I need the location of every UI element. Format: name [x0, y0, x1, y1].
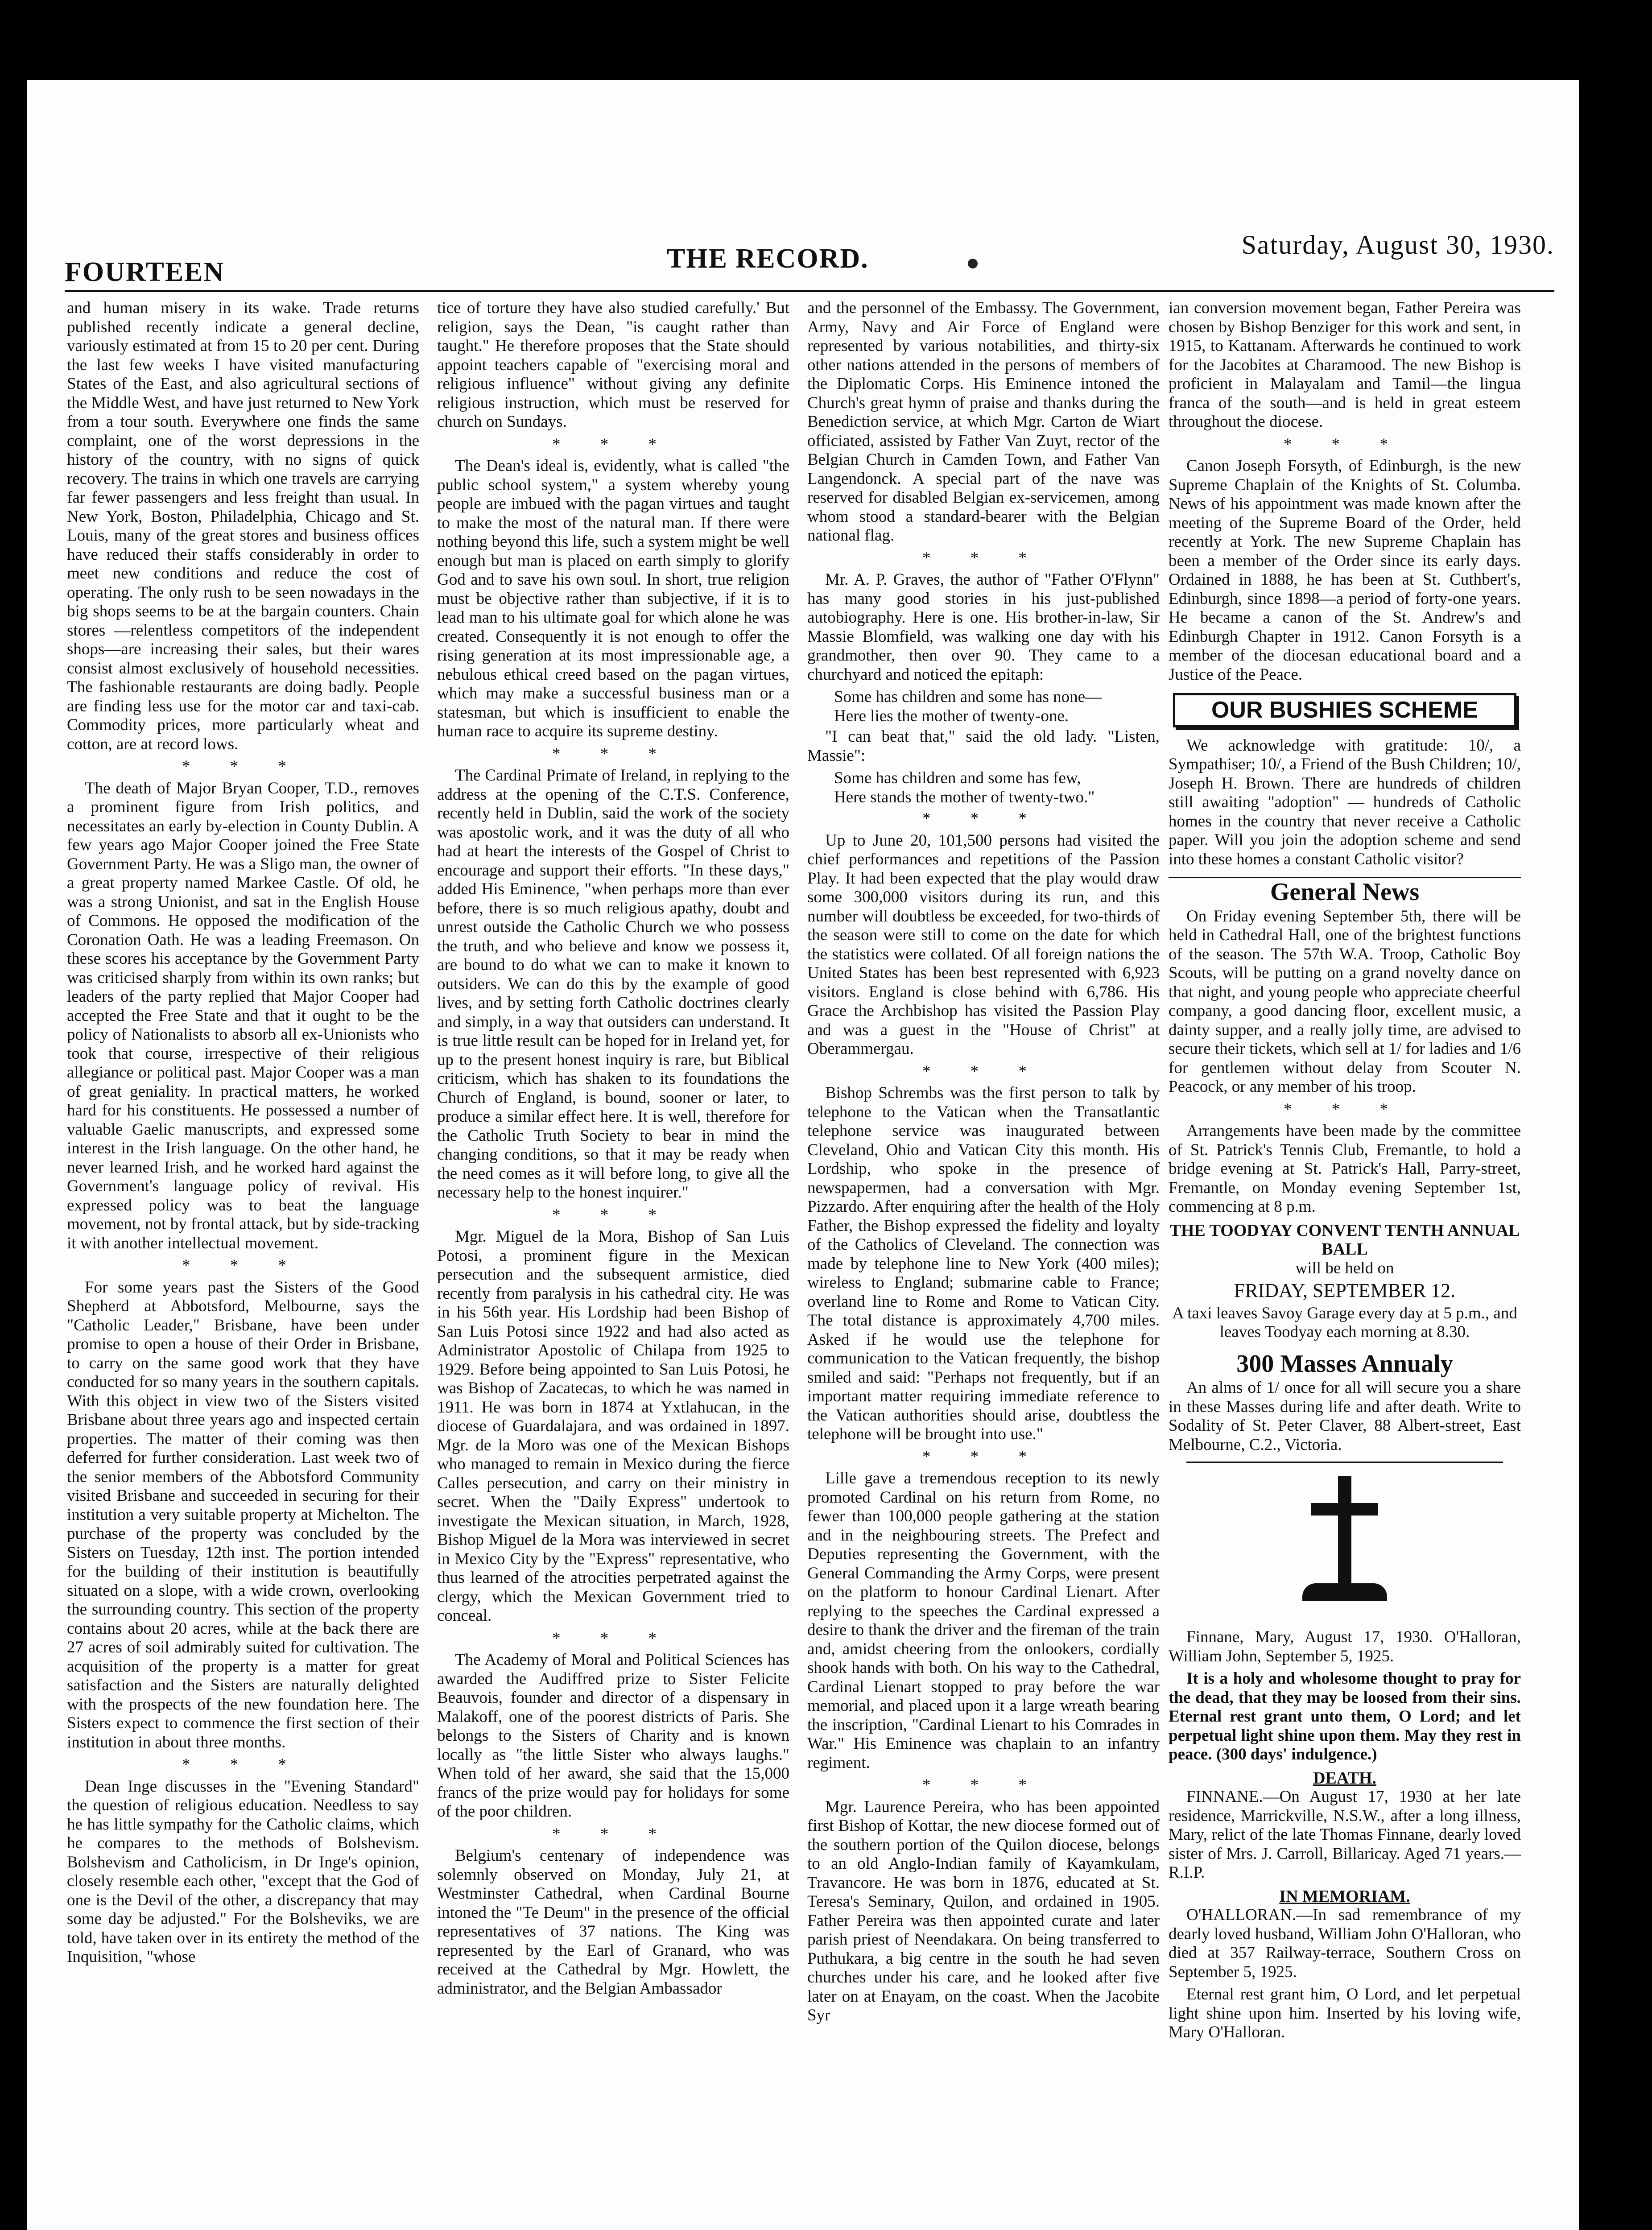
newspaper-page	[27, 80, 1579, 2230]
article-trade-depression: and human misery in its wake. Trade returns published recently indicate a general decline, variously estimated at from 15 to 20 per cent. During the last few weeks I have visited manufacturing States of the East, and also agricultural sections of the Middle West, and have just returned to New York from a tour south. Everywhere one finds the same complaint, one of the worst depressions in the history of the country, with no signs of quick recovery. The trains in which one travels are carrying far fewer passengers and less freight than usual. In New York, Boston, Philadelphia, Chicago and St. Louis, many of the great stores and business offices have reduced their staffs considerably in order to meet new conditions and reduce the cost of operating. The only rush to be seen nowadays in the big shops seems to be at the bargain counters. Chain stores —relentless competitors of the independent shops—are increasing their sales, but their wares consist almost exclusively of household necessities. The fashionable restaurants are doing badly. People are finding less use for the motor car and taxi-cab. Commodity prices, more particularly wheat and cotton, are at record lows.	[67, 299, 419, 753]
section-separator: * * *	[1284, 435, 1406, 454]
page-header	[65, 230, 1554, 287]
article-passion-play: Up to June 20, 101,500 persons had visited the chief performances and repetitions of the Passion Play. It had been expected that the play would draw some 300,000 visitors during its run, and this number will doubtless be exceeded, for two-thirds of the season were still to come on the date for which the statistics were collated. Of all foreign nations the United States has been best represented with 6,923 visitors. England is close behind with 6,786. His Grace the Archbishop has visited the Passion Play and was a guest in the "House of Christ" at Oberammergau.	[807, 831, 1160, 1058]
toodyay-ball-date: FRIDAY, SEPTEMBER 12.	[1234, 1280, 1456, 1301]
article-graves: Mr. A. P. Graves, the author of "Father O'Flynn" has many good stories in his just-published autobiography. Here is one. His brother-in-law, Sir Massie Blomfield, was walking one day with his grandmother, then over 90. They came to a churchyard and noticed the epitaph:	[807, 570, 1160, 684]
masses-text: An alms of 1/ once for all will secure you a share in these Masses during life and after death. Write to Sodality of St. Peter Claver, 88 Albert-street, East Melbourne, C.2., Victoria.	[1169, 1379, 1521, 1454]
death-notice: FINNANE.—On August 17, 1930 at her late residence, Marrickville, N.S.W., after a long illness, Mary, relict of the late Thomas Finnane, dearly loved sister of Mrs. J. Carroll, Billaricay. Aged 71 years.—R.I.P.	[1169, 1788, 1521, 1882]
in-memoriam-verse: Eternal rest grant him, O Lord, and let perpetual light shine upon him. Inserted by his loving wife, Mary O'Halloran.	[1169, 1985, 1521, 2041]
newspaper-title: THE RECORD.	[667, 244, 869, 274]
column-2	[437, 299, 789, 2230]
section-separator: * * *	[922, 809, 1045, 828]
toodyay-ball-heading: THE TOODYAY CONVENT TENTH ANNUAL BALL	[1169, 1221, 1520, 1259]
section-separator: * * *	[182, 1755, 304, 1774]
cross-icon	[1293, 1476, 1396, 1610]
news-tennis-bridge: Arrangements have been made by the committee of St. Patrick's Tennis Club, Fremantle, to hold a bridge evening at St. Patrick's Hall, Parry-street, Fremantle, on Monday evening September 1st, commencing at 8 p.m.	[1169, 1122, 1521, 1216]
toodyay-ball-line: will be held on	[1295, 1259, 1394, 1277]
article-lille-cardinal: Lille gave a tremendous reception to its newly promoted Cardinal on his return from Rome, no fewer than 100,000 people gathering at the station and in the neighbouring streets. The Prefect and Deputies representing the Government, with the General Commanding the Army Corps, were present on the platform to honour Cardinal Lienart. After replying to the speeches the Cardinal expressed a desire to thank the driver and the fireman of the train and, amidst cheering from the onlookers, cordially shook hands with both. On his way to the Cathedral, Cardinal Lienart stopped to pray before the war memorial, and placed upon it a large wreath bearing the inscription, "Cardinal Lienart to his Comrades in War." His Eminence was chaplain to an infantry regiment.	[807, 1469, 1160, 1772]
section-separator: * * *	[552, 435, 674, 454]
article-bryan-cooper: The death of Major Bryan Cooper, T.D., removes a prominent figure from Irish politics, and necessitates an early by-election in County Dublin. A few years ago Major Cooper joined the Free State Government Party. He was a Sligo man, the owner of a great property named Markee Castle. Of old, he was a strong Unionist, and sat in the English House of Commons. He opposed the modification of the Coronation Oath. He was a leading Freemason. On these scores his acceptance by the Government Party was criticised sharply from within its own ranks; but leaders of the party replied that Major Cooper had accepted the Free State and that it ought to be the policy of Nationalists to absorb all ex-Unionists who took that course, irrespective of their religious allegiance or political past. Major Cooper was a man of great geniality. In practical matters, he worked hard for his constituents. He possessed a number of valuable Gaelic manuscripts, and expressed some interest in the Irish language. On the other hand, he never learned Irish, and he worked hard against the Government's language policy of revival. His expressed policy was to beat the language movement, not by frontal attack, but by side-tracking it with another intellectual movement.	[67, 779, 419, 1252]
section-separator: * * *	[922, 1776, 1045, 1794]
article-belgium-cont: and the personnel of the Embassy. The Government, Army, Navy and Air Force of England were represented by various notabilities, and thirty-six other nations attended in the persons of members of the Diplomatic Corps. His Eminence intoned the Church's great hymn of praise and thanks during the Benediction service, at which Mgr. Carton de Wiart officiated, assisted by Father Van Zuyt, rector of the Belgian Church in Camden Town, and Father Van Langendonck. A special part of the nave was reserved for disabled Belgian ex-servicemen, among whom stood a standard-bearer with the Belgian national flag.	[807, 299, 1160, 545]
section-separator: * * *	[552, 1629, 674, 1648]
in-memoriam-heading: IN MEMORIAM.	[1279, 1887, 1410, 1906]
masses-heading: 300 Masses Annualy	[1236, 1350, 1453, 1378]
news-scout-dance: On Friday evening September 5th, there will be held in Cathedral Hall, one of the brightest functions of the season. The 57th W.A. Troop, Catholic Boy Scouts, will be putting on a grand novelty dance on that night, and young people who appreciate cheerful company, a good dancing floor, excellent music, a dainty supper, and a really jolly time, are advised to secure their tickets, which sell at 1/ for ladies and 1/6 for gentlemen without delay from Scouter N. Peacock, or any member of his troop.	[1169, 907, 1521, 1096]
section-separator: * * *	[922, 549, 1045, 567]
section-separator: * * *	[182, 757, 304, 776]
article-dean-inge: Dean Inge discusses in the "Evening Standard" the question of religious education. Needless to say he has little sympathy for the Catholic claims, which he compares to the methods of Bolshevism. Bolshevism and Catholicism, in Dr Inge's opinion, closely resemble each other, "except that the God of one is the Devil of the other, a discrepancy that may some day be adjusted." For the Bolsheviks, we are told, have taken over in its entirety the method of the Inquisition, "whose	[67, 1777, 419, 1966]
article-canon-forsyth: Canon Joseph Forsyth, of Edinburgh, is the new Supreme Chaplain of the Knights of St. Columba. News of his appointment was made known after the meeting of the Supreme Board of the Order, held recently at York. The new Supreme Chaplain has been a member of the Order since its early days. Ordained in 1888, he has been at St. Cuthbert's, Edinburgh, since 1898—a period of forty-one years. He became a canon of the St. Andrew's and Edinburgh Chapter in 1912. Canon Forsyth is a member of the diocesan educational board and a Justice of the Peace.	[1169, 457, 1521, 684]
header-rule	[65, 290, 1554, 292]
column-3	[807, 299, 1160, 2230]
toodyay-ball-taxi: A taxi leaves Savoy Garage every day at 5 p.m., and leaves Toodyay each morning at 8.30.	[1172, 1304, 1517, 1341]
general-news-heading: General News	[1169, 877, 1521, 902]
section-separator: * * *	[1284, 1100, 1406, 1119]
article-dean-inge-cont: tice of torture they have also studied carefully.' But religion, says the Dean, "is caught rather than taught." He therefore proposes that the State should appoint teachers capable of "exercising moral and religious influence" without giving any definite religious instruction, which must be reserved for church on Sundays.	[437, 299, 789, 431]
article-bishop-schrembs: Bishop Schrembs was the first person to talk by telephone to the Vatican when the Transatlantic telephone service was inaugurated between Cleveland, Ohio and Vatican City this month. His Lordship, who spoke in the presence of newspapermen, had a conversation with Mgr. Pizzardo. After enquiring after the health of the Holy Father, the Bishop expressed the fidelity and loyalty of the Catholics of Cleveland. The connection was made by telephone line to New York (400 miles); wireless to England; submarine cable to France; overland line to Rome and Rome to Vatican City. The total distance is approximately 4,700 miles. Asked if he would use the telephone for communication to the Vatican frequently, the bishop smiled and said: "Perhaps not frequently, but if an important matter requiring immediate reference to the Vatican authorities should arise, doubtless the telephone will be brought into use."	[807, 1084, 1160, 1443]
memorial-names: Finnane, Mary, August 17, 1930. O'Halloran, William John, September 5, 1925.	[1169, 1628, 1521, 1665]
article-belgium-centenary: Belgium's centenary of independence was solemnly observed on Monday, July 21, at Westminster Cathedral, when Cardinal Bourne intoned the "Te Deum" in the presence of the official representatives of 37 nations. The King was represented by the Earl of Granard, who was received at the Cathedral by Mgr. Howlett, the administrator, and the Belgian Ambassador	[437, 1846, 789, 1998]
death-heading: DEATH.	[1313, 1768, 1376, 1788]
divider	[1186, 1462, 1503, 1463]
epitaph-verse-2: Some has children and some has few, Here stands the mother of twenty-two."	[834, 769, 1095, 806]
section-separator: * * *	[552, 744, 674, 763]
article-laurence-pereira: Mgr. Laurence Pereira, who has been appointed first Bishop of Kottar, the new diocese formed out of the southern portion of the Quilon diocese, belongs to an old Anglo-Indian family of Kayamkulam, Travancore. He was born in 1876, educated at St. Teresa's Seminary, Quilon, and ordained in 1905. Father Pereira was then appointed curate and later parish priest of Neendakara. On being transferred to Puthukara, a big centre in the south he had seven churches under his care, and he looked after five later on at Enayam, on the coast. When the Jacobite Syr	[807, 1797, 1160, 2024]
bushies-scheme-heading: OUR BUSHIES SCHEME	[1173, 693, 1516, 727]
prayer-text: It is a holy and wholesome thought to pray for the dead, that they may be loosed from their sins. Eternal rest grant unto them, O Lord; and let perpetual light shine upon them. May they rest in peace. (300 days' indulgence.)	[1169, 1669, 1521, 1763]
page-number-label: FOURTEEN	[65, 257, 225, 287]
in-memoriam-notice: O'HALLORAN.—In sad remembrance of my dearly loved husband, William John O'Halloran, who died at 357 Railway-terrace, Southern Cross on September 5, 1925.	[1169, 1906, 1521, 1981]
article-graves-quote: "I can beat that," said the old lady. "Listen, Massie":	[807, 727, 1160, 765]
article-pereira-cont: ian conversion movement began, Father Pereira was chosen by Bishop Benziger for this work and sent, in 1915, to Kattanam. Afterwards he continued to work for the Jacobites at Charamood. The new Bishop is proficient in Malayalam and Tamil—the lingua franca of the south—and is held in great esteem throughout the diocese.	[1169, 299, 1521, 431]
article-good-shepherd: For some years past the Sisters of the Good Shepherd at Abbotsford, Melbourne, says the "Catholic Leader," Brisbane, have been under promise to open a house of their Order in Brisbane, to carry on the same good work that they have conducted for so many years in the southern capitals. With this object in view two of the Sisters visited Brisbane about three years ago and inspected certain properties. The matter of their coming was then deferred for further consideration. Last week two of the senior members of the Abbotsford Community visited Brisbane and succeeded in securing for their institution a very suitable property at Michelton. The purchase of the property was concluded by the Sisters on Tuesday, 12th inst. The portion intended for the building of their institution is beautifully situated on a slope, with a wide crown, overlooking the surrounding country. This section of the property contains about 20 acres, while at the back there are 27 acres of soil admirably suited for cultivation. The acquisition of the property is a matter for great satisfaction and the Sisters are naturally delighted with the prospects of the new foundation here. The Sisters expect to commence the first section of their institution in about three months.	[67, 1278, 419, 1751]
section-separator: * * *	[552, 1206, 674, 1224]
column-4	[1169, 299, 1521, 2230]
issue-date: Saturday, August 30, 1930.	[1241, 230, 1554, 260]
article-miguel-de-la-mora: Mgr. Miguel de la Mora, Bishop of San Luis Potosi, a prominent figure in the Mexican persecution and the subsequent armistice, died recently from paralysis in his cathedral city. He was in his 56th year. His Lordship had been Bishop of San Luis Potosi since 1922 and had also acted as Administrator Apostolic of Chilapa from 1925 to 1929. Before being appointed to San Luis Potosi, he was Bishop of Zacatecas, to which he was named in 1911. He was born in 1874 at Yxtlahucan, in the diocese of Guardalajara, and was ordained in 1897. Mgr. de la Moro was one of the Mexican Bishops who managed to remain in Mexico during the fierce Calles persecution, and carry on their ministry in secret. When the "Daily Express" undertook to investigate the Mexican situation, in March, 1928, Bishop Miguel de la Mora was interviewed in secret in Mexico City by the "Express" representative, who thus learned of the atrocities perpetrated against the clergy, which the Mexican Government tried to conceal.	[437, 1227, 789, 1625]
article-public-school: The Dean's ideal is, evidently, what is called "the public school system," a system whereby young people are imbued with the pagan virtues and taught to make the most of the natural man. If there were nothing beyond this life, such a system might be well enough but man is placed on earth simply to glorify God and to save his own soul. In short, true religion must be objective rather than subjective, if it is to lead man to his ultimate goal for which alone he was created. Consequently it is not enough to offer the rising generation at its most impressionable age, a nebulous ethical creed based on the pagan virtues, which may make a successful business man or a statesman, but which is insufficient to enable the human race to acquire its supreme destiny.	[437, 457, 789, 740]
epitaph-verse-1: Some has children and some has none— Here lies the mother of twenty-one.	[834, 688, 1102, 725]
section-separator: * * *	[552, 1825, 674, 1843]
article-audiffred-prize: The Academy of Moral and Political Sciences has awarded the Audiffred prize to Sister Felicite Beauvois, founder and director of a dispensary in Malakoff, one of the poorest districts of Paris. She belongs to the Sisters of Charity and is known locally as "the little Sister who always laughs." When told of her award, she said that the 15,000 francs of the prize would pay for holidays for some of the poor children.	[437, 1651, 789, 1821]
section-separator: * * *	[182, 1256, 304, 1275]
section-separator: * * *	[922, 1447, 1045, 1466]
article-cardinal-primate: The Cardinal Primate of Ireland, in replying to the address at the opening of the C.T.S. Conference, recently held in Dublin, said the work of the society was apostolic work, and it was the duty of all who had at heart the interests of the Gospel of Christ to encourage and support their efforts. "In these days," added His Eminence, "when perhaps more than ever before, there is so much religious apathy, doubt and unrest outside the Catholic Church we who possess the truth, and who believe and know we possess it, are bound to do what we can to make it known to outsiders. We can do this by the example of good lives, and by setting forth Catholic doctrines clearly and simply, in a way that outsiders can understand. It is true little result can be hoped for in Ireland yet, for up to the present honest inquiry is rare, but Biblical criticism, which has shaken to its foundations the Church of England, is bound, sooner or later, to produce a similar effect here. It is well, therefore for the Catholic Truth Society to bear in mind the changing conditions, so that it may be ready when the need comes as it will before long, to give all the necessary help to the honest inquirer."	[437, 766, 789, 1202]
column-1	[67, 299, 419, 2230]
bushies-scheme-text: We acknowledge with gratitude: 10/, a Sympathiser; 10/, a Friend of the Bush Children; 10/, Joseph H. Brown. There are hundreds of children still awaiting "adoption" — hundreds of Catholic homes in the country that never receive a Catholic paper. Will you join the adoption scheme and send into these homes a constant Catholic visitor?	[1169, 736, 1521, 868]
section-separator: * * *	[922, 1062, 1045, 1081]
